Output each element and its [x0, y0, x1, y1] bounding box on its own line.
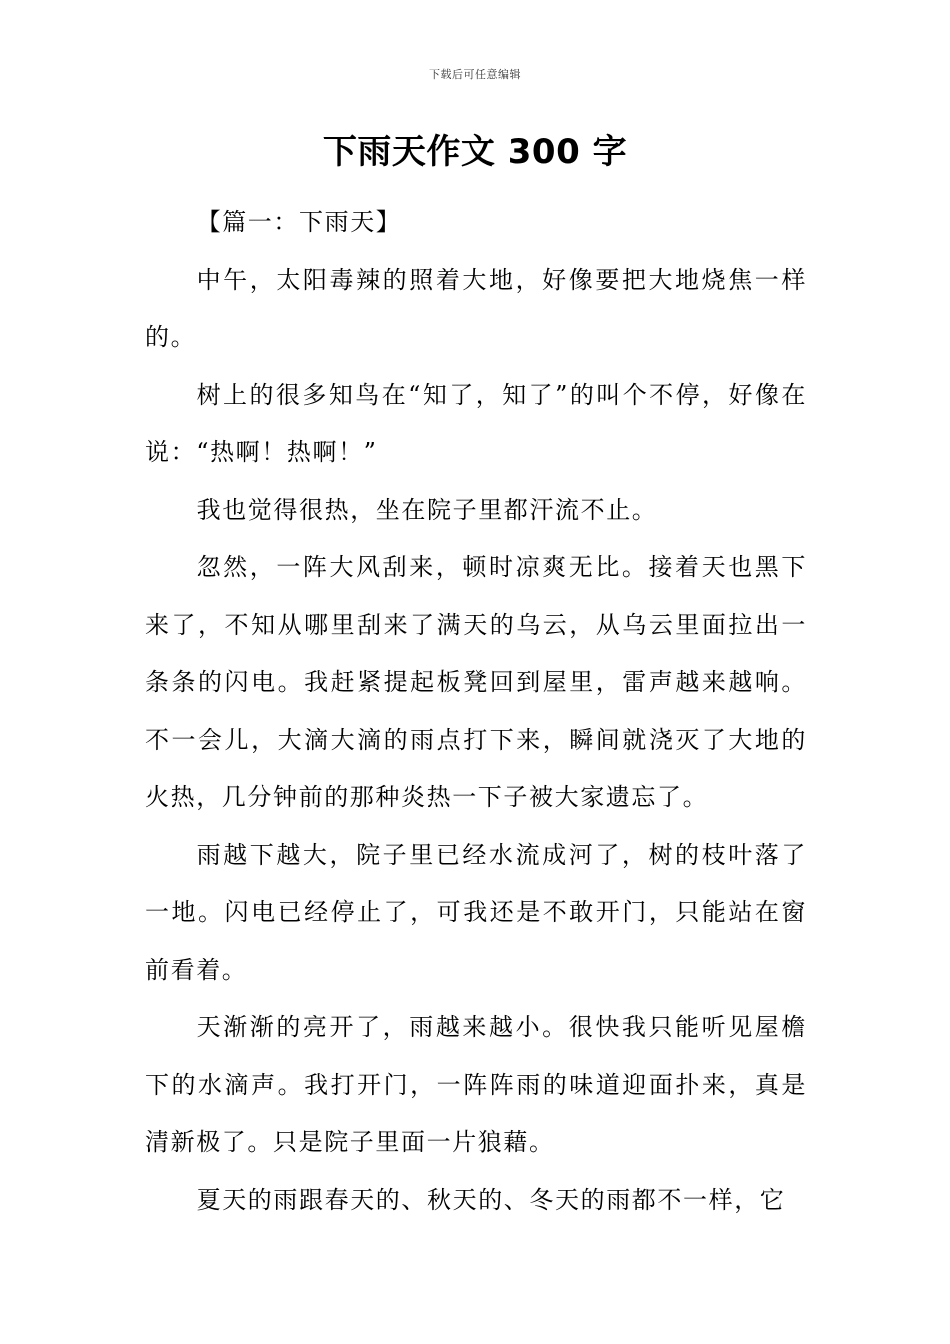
running-header: 下载后可任意编辑: [429, 68, 521, 81]
paragraph: 天渐渐的亮开了，雨越来越小。很快我只能听见屋檐下的水滴声。我打开门，一阵阵雨的味道迎面扑来，真是清新极了。只是院子里面一片狼藉。: [145, 1013, 807, 1156]
paragraph: 中午，太阳毒辣的照着大地，好像要把大地烧焦一样的。: [145, 265, 807, 351]
paragraph: 我也觉得很热，坐在院子里都汗流不止。: [196, 495, 658, 524]
paragraph: 树上的很多知鸟在“知了，知了”的叫个不停，好像在说：“热啊！热啊！”: [145, 380, 807, 466]
document-body: [145, 194, 807, 1229]
paragraph: 雨越下越大，院子里已经水流成河了，树的枝叶落了一地。闪电已经停止了，可我还是不敢开门，只能站在窗前看着。: [145, 840, 807, 984]
paragraph: 夏天的雨跟春天的、秋天的、冬天的雨都不一样，它: [196, 1185, 786, 1214]
paragraph: 忽然，一阵大风刮来，顿时凉爽无比。接着天也黑下来了，不知从哪里刮来了满天的乌云，从乌云里面拉出一条条的闪电。我赶紧提起板凳回到屋里，雷声越来越响。不一会儿，大滴大滴的雨点打下来，瞬间就浇灭了大地的火热，几分钟前的那种炎热一下子被大家遗忘了。: [145, 553, 807, 811]
document-title: 下雨天作文 300 字: [322, 132, 628, 172]
section-heading: 【篇一：下雨天】: [196, 208, 402, 236]
